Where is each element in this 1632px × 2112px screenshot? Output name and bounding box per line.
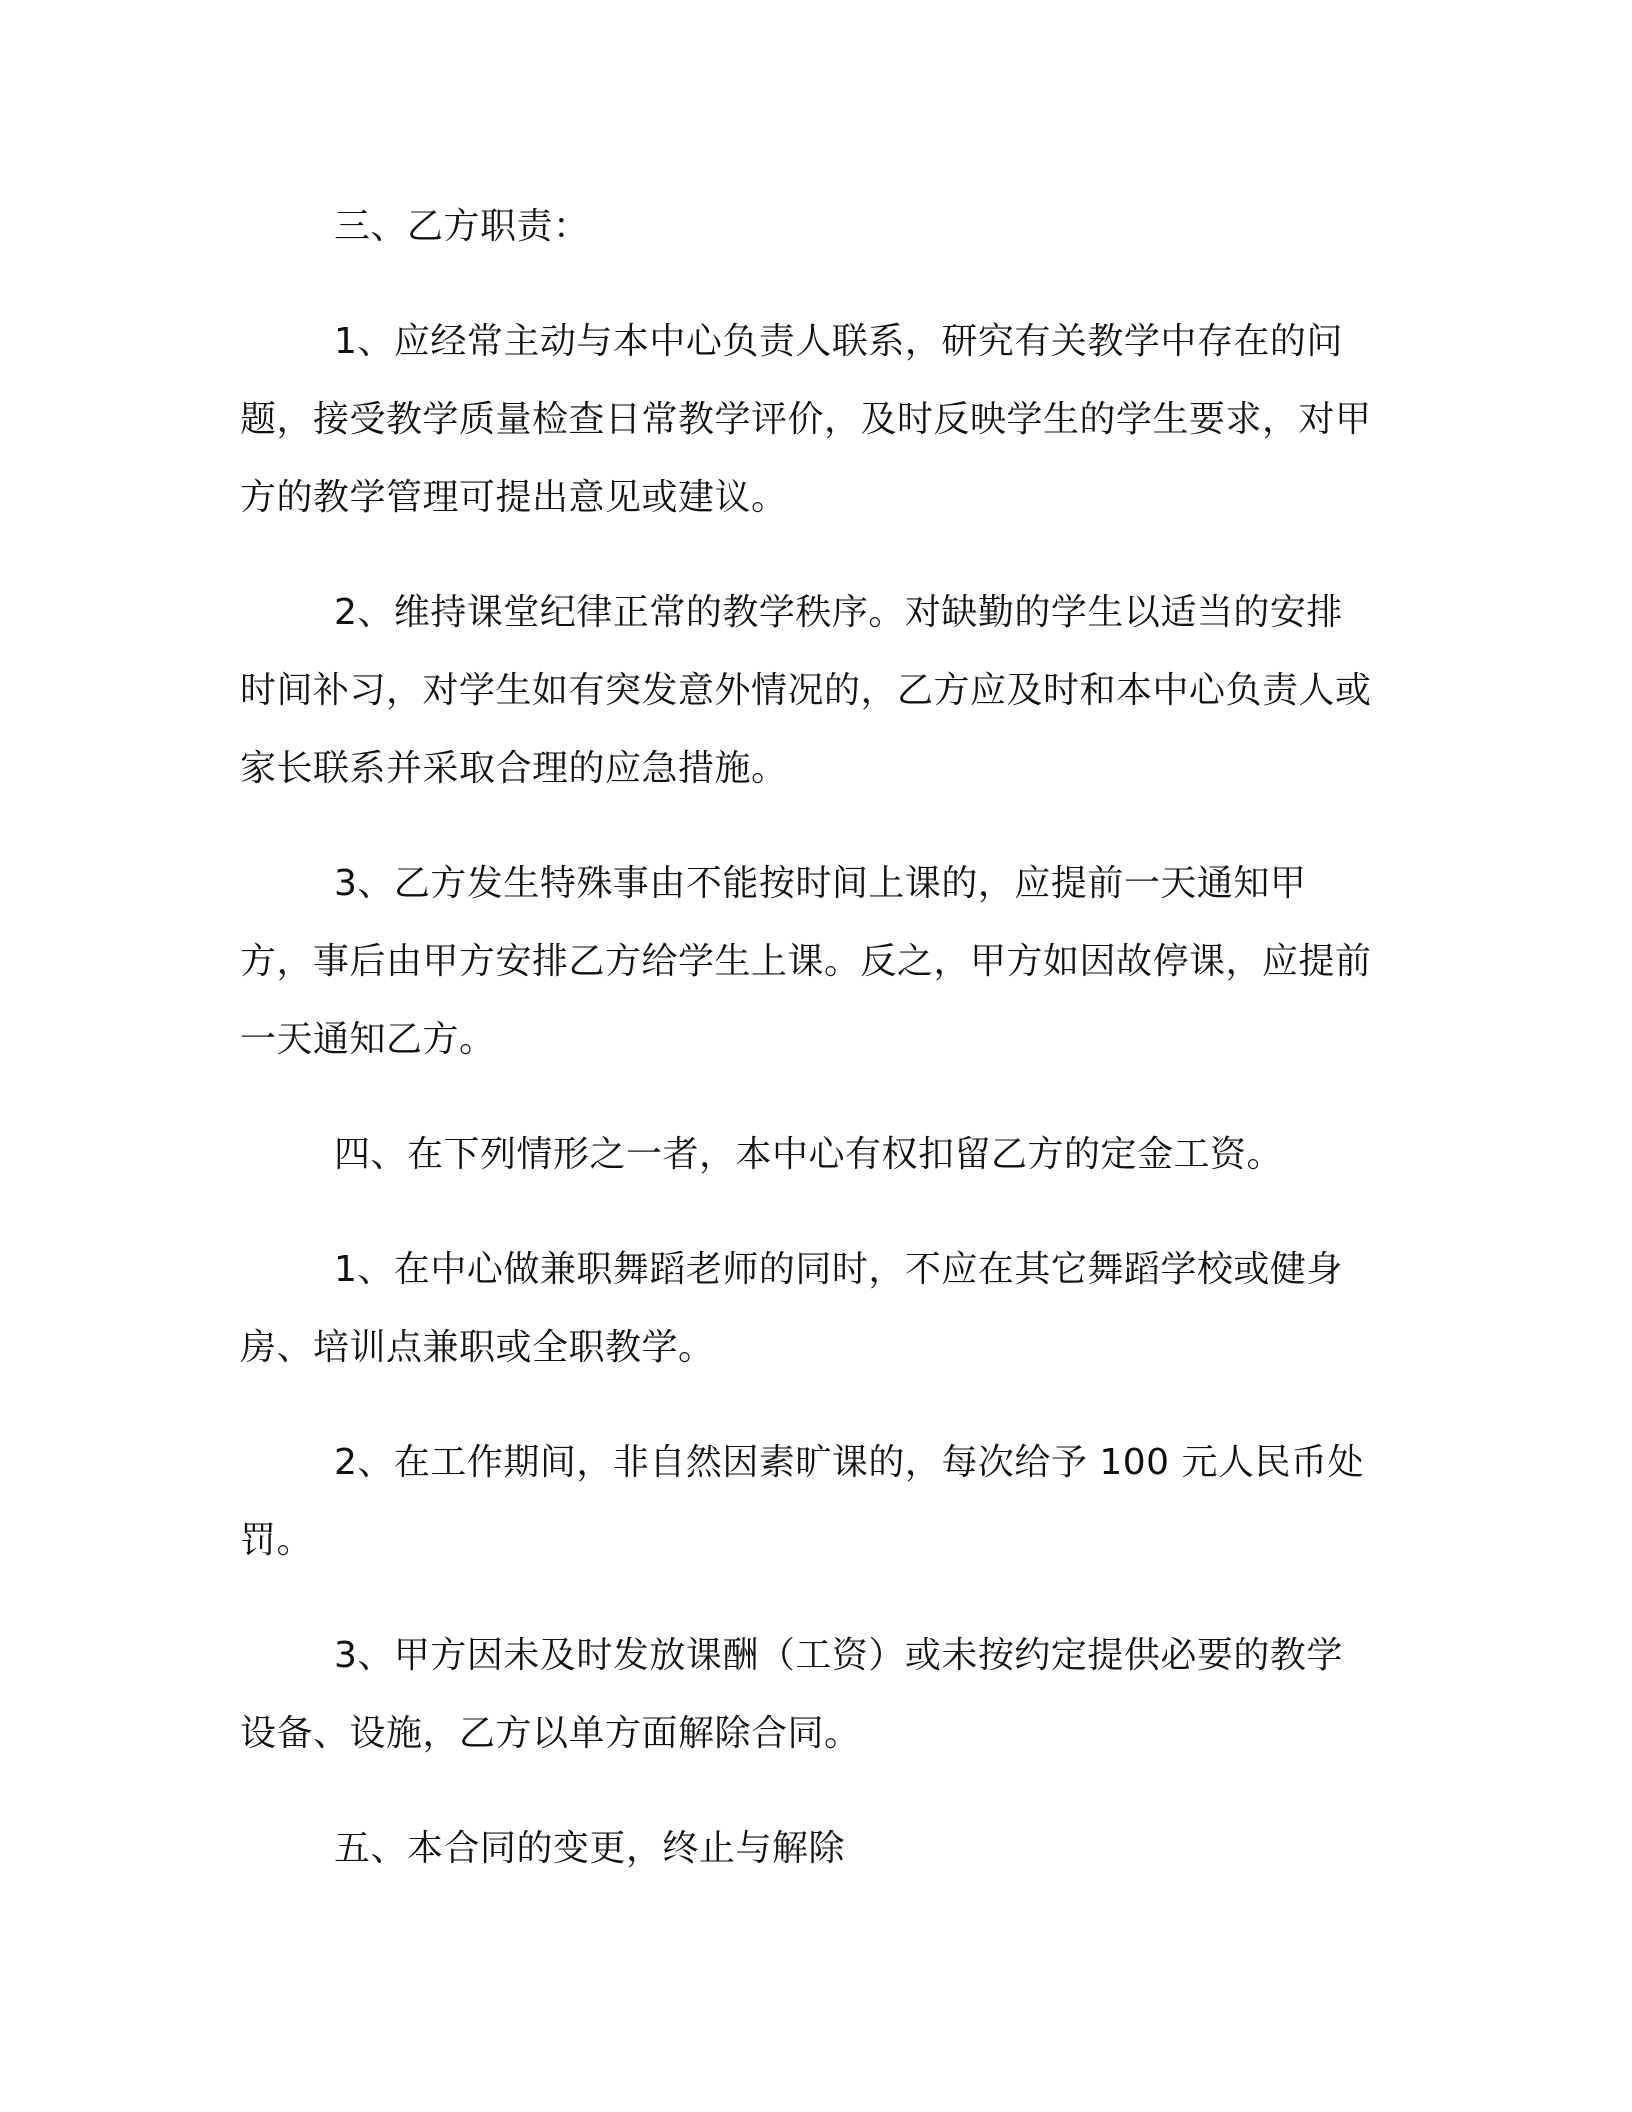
section-heading-4: 四、在下列情形之一者，本中心有权扣留乙方的定金工资。 bbox=[334, 1134, 1284, 1175]
paragraph-3-2: 2、维持课堂纪律正常的教学秩序。对缺勤的学生以适当的安排时间补习，对学生如有突发意外情况的，乙方应及时和本中心负责人或家长联系并采取合理的应急措施。 bbox=[240, 592, 1372, 789]
paragraph-3-3: 3、乙方发生特殊事由不能按时间上课的，应提前一天通知甲方，事后由甲方安排乙方给学生上课。反之，甲方如因故停课，应提前一天通知乙方。 bbox=[240, 863, 1372, 1060]
paragraph-3-1: 1、应经常主动与本中心负责人联系，研究有关教学中存在的问题，接受教学质量检查日常教学评价，及时反映学生的学生要求，对甲方的教学管理可提出意见或建议。 bbox=[240, 321, 1372, 518]
section-heading-3: 三、乙方职责： bbox=[334, 206, 590, 247]
paragraph-4-1: 1、在中心做兼职舞蹈老师的同时，不应在其它舞蹈学校或健身房、培训点兼职或全职教学。 bbox=[240, 1249, 1343, 1368]
paragraph-4-2: 2、在工作期间，非自然因素旷课的，每次给予 100 元人民币处罚。 bbox=[240, 1442, 1365, 1561]
document-body bbox=[240, 188, 1372, 1925]
section-heading-5: 五、本合同的变更，终止与解除 bbox=[334, 1828, 846, 1869]
paragraph-4-3: 3、甲方因未及时发放课酬（工资）或未按约定提供必要的教学设备、设施，乙方以单方面解除合同。 bbox=[240, 1635, 1343, 1754]
